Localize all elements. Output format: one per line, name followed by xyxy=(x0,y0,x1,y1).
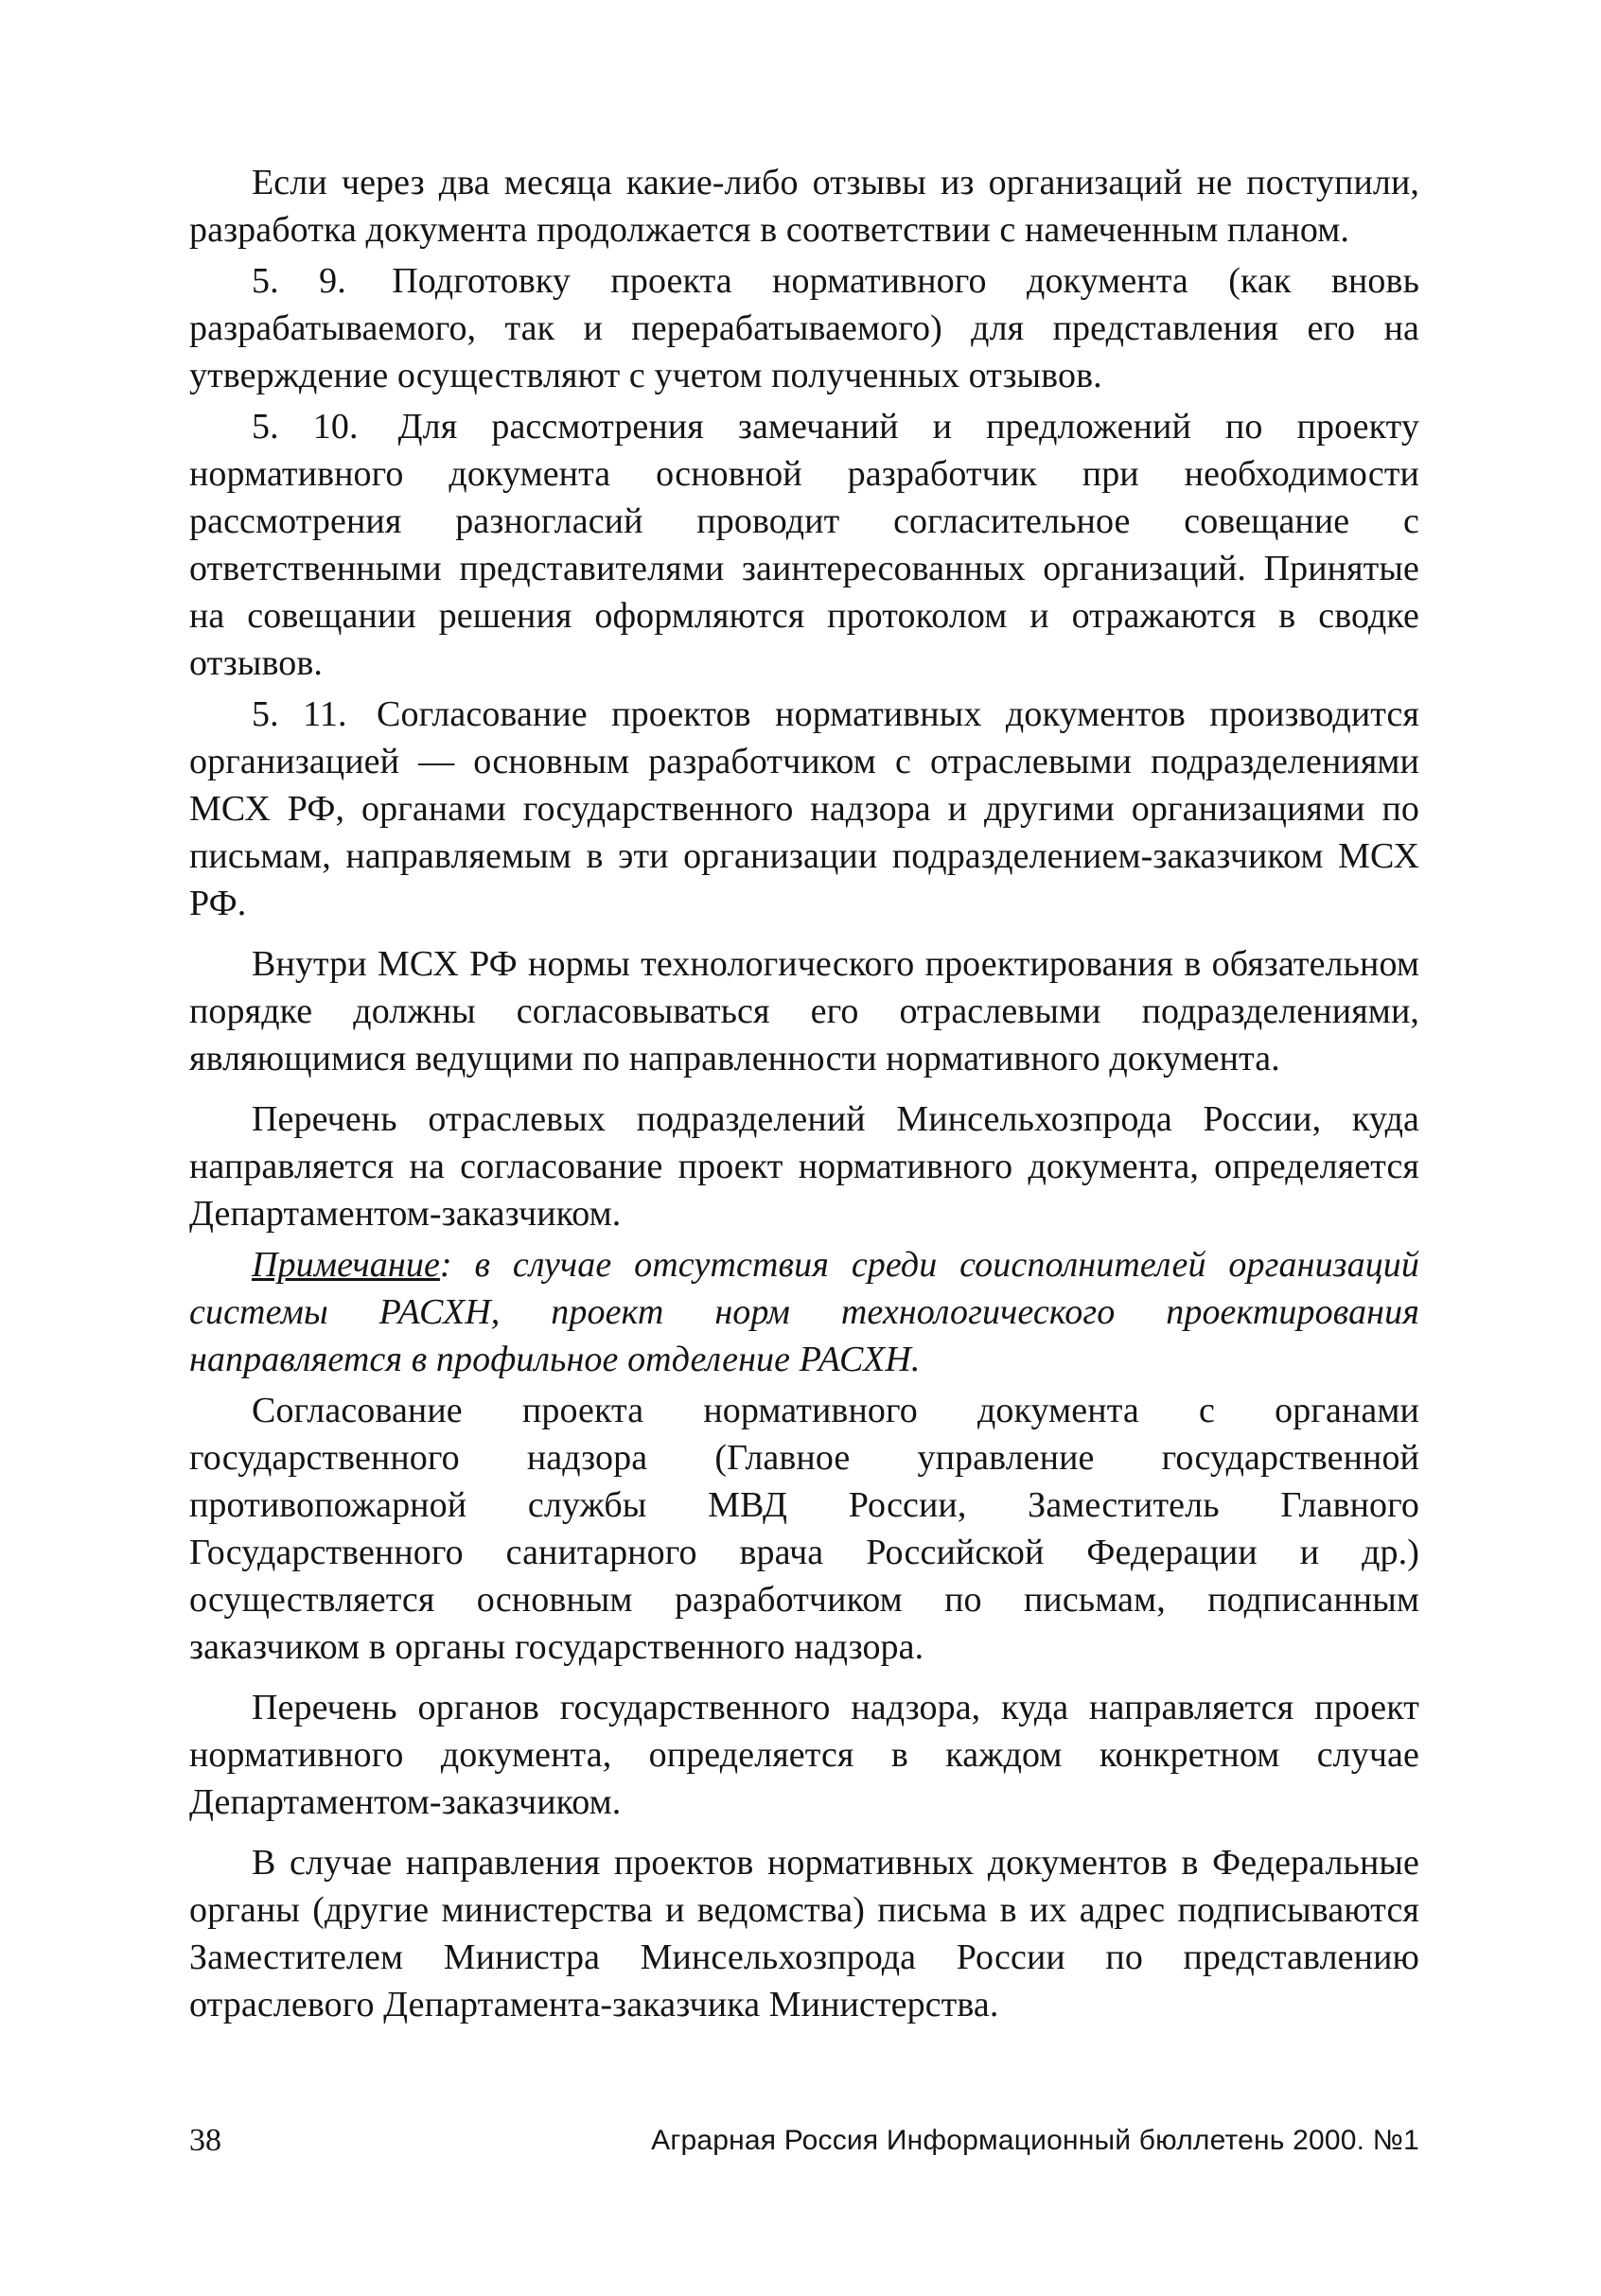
paragraph xyxy=(189,159,1419,254)
paragraph-text: Подготовку проекта нормативного документа (как вновь разрабатываемого, так и перерабатываемого) для представления его на утверждение осуществляют с учетом полученных отзывов. xyxy=(189,261,1419,395)
paragraph-text: Перечень органов государственного надзора, куда направляется проект нормативного документа, определяется в каждом конкретном случае Департаментом-заказчиком. xyxy=(189,1688,1419,1822)
journal-title: Аграрная Россия Информационный бюллетень 2000. №1 xyxy=(651,2125,1419,2156)
paragraph-text: Согласование проекта нормативного документа с органами государственного надзора (Главное управление государственной противопожарной службы МВД России, Заместитель Главного Государственного санитарного врача Российской Федерации и др.) осуществляется основным разработчиком по письмам, подписанным заказчиком в органы государственного надзора. xyxy=(189,1391,1419,1667)
paragraph xyxy=(189,1095,1419,1237)
page-number: 38 xyxy=(189,2123,221,2158)
paragraph-text: Перечень отраслевых подразделений Минсельхозпрода России, куда направляется на согласование проект нормативного документа, определяется Департаментом-заказчиком. xyxy=(189,1099,1419,1234)
paragraph-5-11 xyxy=(189,691,1419,927)
section-number: 5. 11. xyxy=(252,694,347,734)
paragraph xyxy=(189,1387,1419,1671)
paragraph xyxy=(189,1839,1419,2028)
page-footer xyxy=(189,2117,1419,2165)
paragraph-text: Для рассмотрения замечаний и предложений по проекту нормативного документа основной разработчик при необходимости рассмотрения разногласий проводит согласительное совещание с ответственными представителями заинтересованных организаций. Принятые на совещании решения оформляются протоколом и отражаются в сводке отзывов. xyxy=(189,407,1419,683)
document-body xyxy=(189,159,1419,2032)
paragraph-5-9 xyxy=(189,257,1419,399)
paragraph-5-10 xyxy=(189,403,1419,687)
section-number: 5. 9. xyxy=(252,261,346,301)
paragraph-text: Согласование проектов нормативных документов производится организацией — основным разработчиком с отраслевыми подразделениями МСХ РФ, органами государственного надзора и другими организациями по письмам, направляемым в эти организации подразделением-заказчиком МСХ РФ. xyxy=(189,694,1419,923)
paragraph xyxy=(189,940,1419,1082)
note-text: : в случае отсутствия среди соисполнителей организаций системы РАСХН, проект норм технологического проектирования направляется в профильное отделение РАСХН. xyxy=(189,1245,1419,1379)
note-paragraph xyxy=(189,1241,1419,1383)
section-number: 5. 10. xyxy=(252,407,359,447)
paragraph-text: Если через два месяца какие-либо отзывы из организаций не поступили, разработка документа продолжается в соответствии с намеченным планом. xyxy=(189,163,1419,250)
paragraph-text: В случае направления проектов нормативных документов в Федеральные органы (другие министерства и ведомства) письма в их адрес подписываются Заместителем Министра Минсельхозпрода России по представлению отраслевого Департамента-заказчика Министерства. xyxy=(189,1843,1419,2024)
note-label: Примечание xyxy=(252,1245,440,1285)
paragraph-text: Внутри МСХ РФ нормы технологического проектирования в обязательном порядке должны согласовываться его отраслевыми подразделениями, являющимися ведущими по направленности нормативного документа. xyxy=(189,944,1419,1078)
paragraph xyxy=(189,1684,1419,1826)
